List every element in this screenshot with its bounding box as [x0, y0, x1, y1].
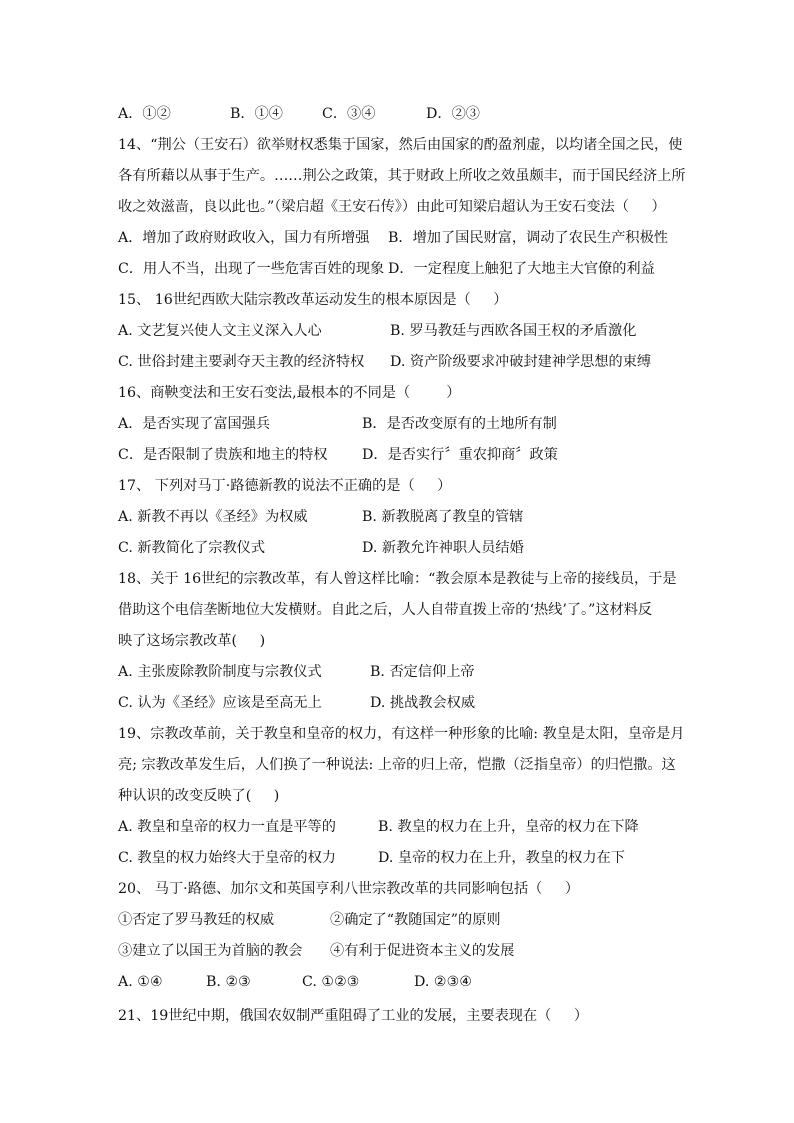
q14-option-c[interactable]: C．用人不当，出现了一些危害百姓的现象 [118, 261, 385, 277]
q19-option-b[interactable]: B. 教皇的权力在上升，皇帝的权力在下降 [378, 819, 639, 835]
q18-option-a[interactable]: A. 主张废除教阶制度与宗教仪式 [118, 664, 322, 680]
q20-item-1: ①否定了罗马教廷的权威 [118, 912, 275, 928]
q15-option-c[interactable]: C. 世俗封建主要剥夺天主教的经济特权 [118, 354, 365, 370]
q16-option-b[interactable]: B．是否改变原有的土地所有制 [362, 416, 557, 432]
q17-option-a[interactable]: A. 新教不再以《圣经》为权威 [118, 509, 308, 525]
q19-option-c[interactable]: C. 教皇的权力始终大于皇帝的权力 [118, 850, 336, 866]
q19-option-a[interactable]: A. 教皇和皇帝的权力一直是平等的 [118, 819, 336, 835]
q14-option-b[interactable]: B．增加了国民财富，调动了农民生产积极性 [388, 230, 668, 246]
q18-stem-line-2: 借助这个电信垄断地位大发横财。自此之后，人人自带直拨上帝的‘热线’了。”这材料反 [118, 602, 653, 618]
q19-stem-line-1: 19、宗教改革前，关于教皇和皇帝的权力，有这样一种形象的比喻: 教皇是太阳，皇帝是月 [118, 726, 685, 742]
q17-option-b[interactable]: B. 新教脱离了教皇的管辖 [362, 509, 524, 525]
q16-option-c[interactable]: C．是否限制了贵族和地主的特权 [118, 447, 328, 463]
q16-option-d[interactable]: D．是否实行〞重农抑商〞政策 [362, 447, 558, 463]
q13-option-d[interactable]: D．②③ [426, 106, 480, 122]
q20-item-2: ②确定了“教随国定”的原则 [330, 912, 501, 928]
q13-option-b[interactable]: B．①④ [230, 106, 283, 122]
q20-stem: 20、 马丁·路德、加尔文和英国亨利八世宗教改革的共同影响包括（ ） [118, 881, 580, 897]
q19-option-d[interactable]: D. 皇帝的权力在上升，教皇的权力在下 [378, 850, 625, 866]
q14-option-a[interactable]: A．增加了政府财政收入，国力有所增强 [118, 230, 370, 246]
q15-option-a[interactable]: A. 文艺复兴使人文主义深入人心 [118, 323, 322, 339]
q20-item-3: ③建立了以国王为首脑的教会 [118, 943, 303, 959]
q15-stem: 15、 16世纪西欧大陆宗教改革运动发生的根本原因是（ ） [118, 292, 508, 308]
q14-option-d[interactable]: D．一定程度上触犯了大地主大官僚的利益 [388, 261, 655, 277]
q20-option-c[interactable]: C. ①②③ [302, 974, 360, 990]
q15-option-d[interactable]: D. 资产阶级要求冲破封建神学思想的束缚 [390, 354, 652, 370]
q18-stem-line-1: 18、关于 16世纪的宗教改革，有人曾这样比喻：“教会原本是教徒与上帝的接线员，于是 [118, 571, 677, 587]
q20-option-b[interactable]: B. ②③ [206, 974, 251, 990]
q16-stem: 16、商鞅变法和王安石变法,最根本的不同是（ ） [118, 385, 461, 401]
q16-option-a[interactable]: A．是否实现了富国强兵 [118, 416, 271, 432]
q18-option-d[interactable]: D. 挑战教会权威 [370, 695, 476, 711]
q17-option-d[interactable]: D. 新教允许神职人员结婚 [362, 540, 524, 556]
q17-option-c[interactable]: C. 新教简化了宗教仪式 [118, 540, 266, 556]
q19-stem-line-3: 种认识的改变反映了( ) [118, 788, 280, 804]
q21-stem: 21、19世纪中期，俄国农奴制严重阻碍了工业的发展，主要表现在（ ） [118, 1008, 589, 1024]
q13-option-a[interactable]: A．①② [118, 106, 171, 122]
q20-option-d[interactable]: D. ②③④ [414, 974, 473, 990]
q20-option-a[interactable]: A. ①④ [118, 974, 163, 990]
q18-option-c[interactable]: C. 认为《圣经》应该是至高无上 [118, 695, 322, 711]
q13-option-c[interactable]: C．③④ [322, 106, 376, 122]
q18-option-b[interactable]: B. 否定信仰上帝 [370, 664, 475, 680]
q14-stem-line-3: 收之效滋啬，良以此也。”（梁启超《王安石传》）由此可知梁启超认为王安石变法（ ） [118, 199, 666, 215]
q20-item-4: ④有利于促进资本主义的发展 [330, 943, 515, 959]
q18-stem-line-3: 映了这场宗教改革( ) [118, 633, 266, 649]
q19-stem-line-2: 亮; 宗教改革发生后，人们换了一种说法: 上帝的归上帝，恺撒（泛指皇帝）的归恺撒。这 [118, 757, 676, 773]
q14-stem-line-1: 14、“荆公（王安石）欲举财权悉集于国家，然后由国家的酌盈剂虚，以均诸全国之民，使 [118, 137, 683, 153]
q15-option-b[interactable]: B. 罗马教廷与西欧各国王权的矛盾激化 [390, 323, 637, 339]
q17-stem: 17、 下列对马丁·路德新教的说法不正确的是（ ） [118, 478, 452, 494]
q14-stem-line-2: 各有所藉以从事于生产。……荆公之政策，其于财政上所收之效虽颇丰，而于国民经济上所 [118, 168, 686, 184]
